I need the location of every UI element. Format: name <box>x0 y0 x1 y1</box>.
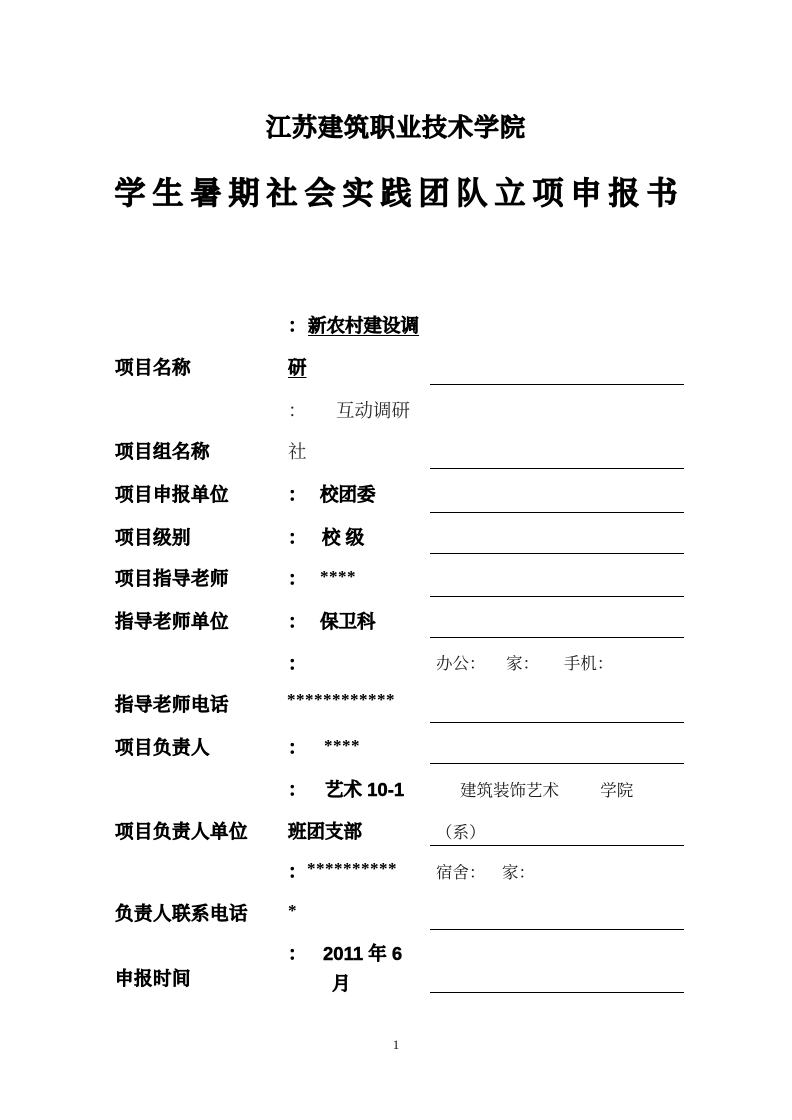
page-number: 1 <box>392 1037 400 1052</box>
leader-unit-colon: ： <box>288 779 307 800</box>
advisor-colon: ： <box>288 568 307 589</box>
apply-unit-value: 校团委 <box>320 484 376 505</box>
apply-date-value-line1: 2011 年 6 <box>323 943 403 964</box>
leader-unit-label: 项目负责人单位 <box>115 821 249 842</box>
advisor-unit-rule <box>430 637 684 638</box>
project-level-label: 项目级别 <box>115 527 192 548</box>
team-name-rule <box>430 468 684 469</box>
project-level-value: 校 级 <box>322 527 365 548</box>
project-name-label: 项目名称 <box>115 357 192 378</box>
leader-phone-hints: 宿舍： 家： <box>436 863 535 882</box>
leader-rule <box>430 763 684 764</box>
leader-unit-hint-line2: （系） <box>436 823 486 842</box>
leader-colon: ： <box>288 737 307 758</box>
apply-unit-label: 项目申报单位 <box>115 484 230 505</box>
leader-phone-colon: ： <box>288 861 307 882</box>
advisor-unit-value: 保卫科 <box>320 611 376 632</box>
project-name-colon: ： <box>288 315 307 336</box>
leader-unit-hint-line1: 建筑装饰艺术 学院 <box>460 781 634 800</box>
advisor-phone-colon: ： <box>288 653 307 674</box>
advisor-value: **** <box>320 567 356 586</box>
apply-date-colon: ： <box>288 943 307 964</box>
apply-date-label: 申报时间 <box>115 968 192 989</box>
project-name-rule <box>430 384 684 385</box>
leader-phone-value-line2: * <box>288 901 297 920</box>
advisor-phone-label: 指导老师电话 <box>115 694 230 715</box>
advisor-phone-hints: 办公： 家： 手机： <box>436 654 614 673</box>
page-title-organization: 江苏建筑职业技术学院 <box>265 114 526 142</box>
leader-unit-value-line2: 班团支部 <box>288 821 363 842</box>
page-title-main: 学生暑期社会实践团队立项申报书 <box>114 176 685 211</box>
advisor-phone-value: ************ <box>287 690 395 709</box>
apply-unit-colon: ： <box>288 484 307 505</box>
leader-phone-value-line1: ********** <box>307 859 397 878</box>
project-level-rule <box>430 553 684 554</box>
leader-phone-rule <box>430 929 684 930</box>
advisor-phone-rule <box>430 722 684 723</box>
leader-unit-rule <box>430 845 684 846</box>
leader-label: 项目负责人 <box>115 737 211 758</box>
advisor-rule <box>430 596 684 597</box>
leader-unit-value-line1: 艺术 10-1 <box>325 779 405 800</box>
team-name-colon: ： <box>288 402 307 422</box>
team-name-value-line1: 互动调研 <box>336 402 411 422</box>
apply-unit-rule <box>430 512 684 513</box>
project-name-value-line1: 新农村建设调 <box>308 315 420 336</box>
project-name-value-line2: 研 <box>288 357 307 378</box>
leader-value: **** <box>324 736 360 755</box>
apply-date-rule <box>430 992 684 993</box>
leader-phone-label: 负责人联系电话 <box>115 903 249 924</box>
project-level-colon: ： <box>288 527 307 548</box>
team-name-value-line2: 社 <box>288 443 307 463</box>
apply-date-value-line2: 月 <box>332 973 351 994</box>
advisor-label: 项目指导老师 <box>115 568 230 589</box>
advisor-unit-colon: ： <box>288 611 307 632</box>
team-name-label: 项目组名称 <box>115 441 211 462</box>
advisor-unit-label: 指导老师单位 <box>115 611 230 632</box>
